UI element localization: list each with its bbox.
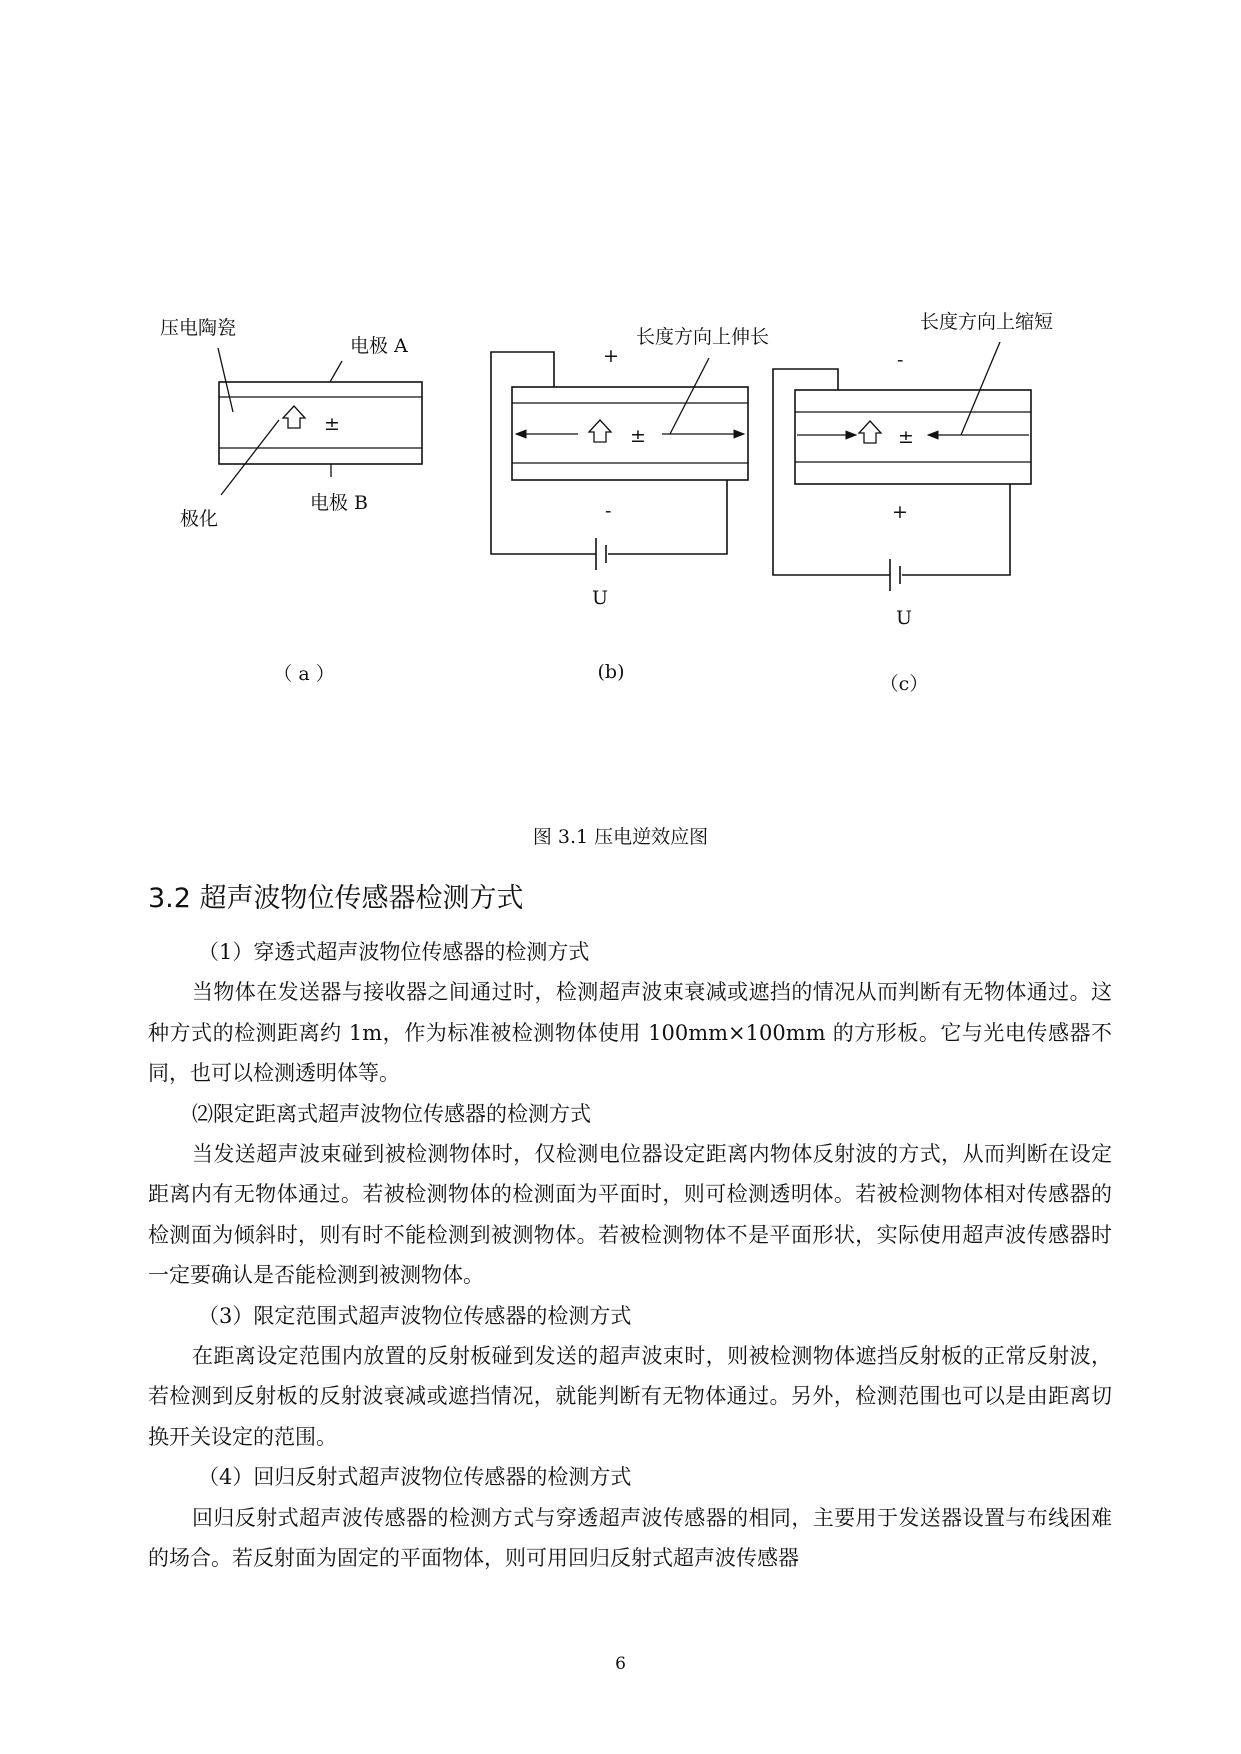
top-sign-c: -: [897, 349, 904, 371]
figure-caption: 图 3.1 压电逆效应图: [532, 826, 709, 848]
paragraph: 回归反射式超声波传感器的检测方式与穿透超声波传感器的相同，主要用于发送器设置与布线困难的场合。若反射面为固定的平面物体，则可用回归反射式超声波传感器: [148, 1505, 1112, 1571]
voltage-label-c: U: [896, 607, 913, 629]
subheading: （3）限定范围式超声波物位传感器的检测方式: [198, 1303, 632, 1328]
panel-b-label: (b): [597, 661, 625, 683]
piezo-inverse-effect-figure: [0, 0, 1241, 720]
panel-a-label: （ a ）: [273, 663, 335, 685]
wire-right-b: [608, 480, 727, 554]
electrode-b-label: 电极 B: [310, 492, 369, 514]
ceramic-label: 压电陶瓷: [160, 317, 237, 339]
panel-c-label: （c）: [879, 673, 929, 695]
panel-a: [160, 317, 422, 685]
wire-right-c: [902, 484, 1010, 575]
body-text: [148, 932, 1112, 1579]
polarization-label: 极化: [180, 508, 219, 530]
voltage-label-b: U: [592, 587, 609, 609]
subheading: （1）穿透式超声波物位传感器的检测方式: [198, 940, 590, 964]
subheading: （4）回归反射式超声波物位传感器的检测方式: [198, 1465, 632, 1490]
panel-b: [491, 326, 769, 683]
paragraph: 当发送超声波束碰到被检测物体时，仅检测电位器设定距离内物体反射波的方式，从而判断在设定距离内有无物体通过。若被检测物体的检测面为平面时，则可检测透明体。若被检测物体相对传感器的检测面为倾斜时，则有时不能检测到被测物体。若被检测物体不是平面形状，实际使用超声波传感器时一定要确认是否能检测到被测物体。: [148, 1142, 1112, 1288]
electrode-a-label: 电极 A: [350, 335, 408, 357]
bottom-sign-c: +: [892, 501, 908, 523]
pm-symbol-a: ±: [324, 413, 340, 435]
top-sign-b: +: [603, 345, 619, 367]
page-number: 6: [615, 1654, 626, 1674]
pm-symbol-b: ±: [630, 425, 646, 447]
electrode-a-leader: [330, 361, 342, 382]
paragraph: 当物体在发送器与接收器之间通过时，检测超声波束衰减或遮挡的情况从而判断有无物体通过。这种方式的检测距离约 1m，作为标准被检测物体使用 100mm×100mm 的方形板。它与光电传感器不同，也可以检测透明体等。: [148, 980, 1112, 1086]
section-heading: 3.2 超声波物位传感器检测方式: [148, 883, 524, 914]
piezo-ceramic-block-a: [219, 382, 422, 464]
annotation-c: 长度方向上缩短: [920, 311, 1054, 333]
pm-symbol-c: ±: [898, 426, 914, 448]
paragraph: 在距离设定范围内放置的反射板碰到发送的超声波束时，则被检测物体遮挡反射板的正常反射波，若检测到反射板的反射波衰减或遮挡情况，就能判断有无物体通过。另外，检测范围也可以是由距离切换开关设定的范围。: [148, 1344, 1112, 1449]
subheading: ⑵限定距离式超声波物位传感器的检测方式: [192, 1101, 591, 1126]
panel-c: [773, 311, 1053, 695]
bottom-sign-b: -: [605, 500, 612, 522]
annotation-b: 长度方向上伸长: [636, 326, 770, 348]
